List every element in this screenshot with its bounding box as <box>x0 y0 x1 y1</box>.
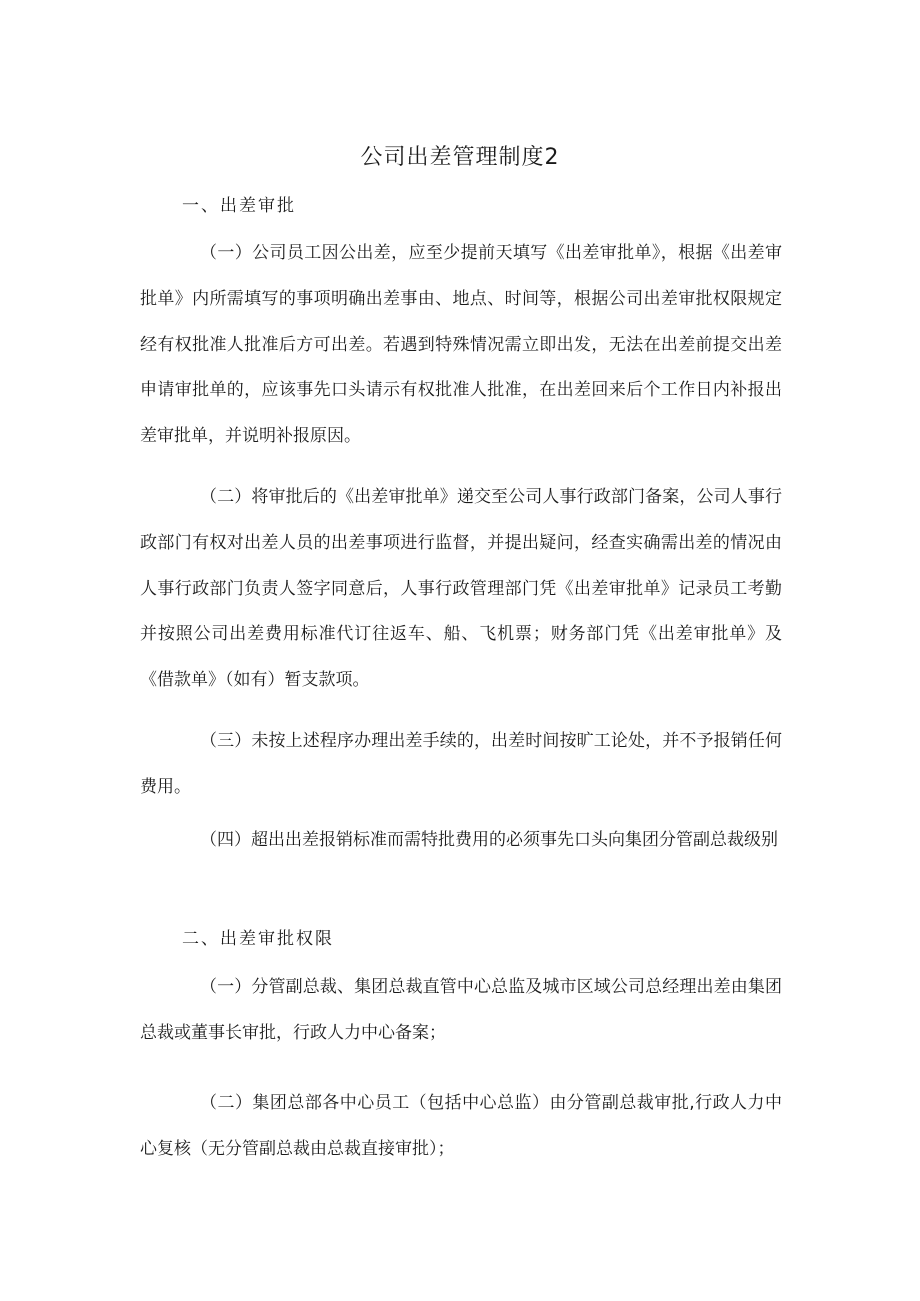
paragraph-approval-1: （一）公司员工因公出差，应至少提前天填写《出差审批单》，根据《出差审批单》内所需填写的事项明确出差事由、地点、时间等，根据公司出差审批权限规定经有权批准人批准后方可出差。若遇到特殊情况需立即出发，无法在出差前提交出差申请审批单的，应该事先口头请示有权批准人批准，在出差回来后个工作日内补报出差审批单，并说明补报原因。 <box>140 243 782 447</box>
paragraph-approval-3: （三）未按上述程序办理出差手续的，出差时间按旷工论处，并不予报销任何费用。 <box>140 731 782 797</box>
paragraph-approval-4: （四）超出出差报销标准而需特批费用的必须事先口头向集团分管副总裁级别 <box>200 830 778 850</box>
paragraph-authority-2: （二）集团总部各中心员工（包括中心总监）由分管副总裁审批,行政人力中心复核（无分管副总裁由总裁直接审批）； <box>140 1093 782 1159</box>
section-heading-approval: 一、出差审批 <box>182 196 296 216</box>
section-heading-authority: 二、出差审批权限 <box>182 929 334 949</box>
paragraph-approval-2: （二）将审批后的《出差审批单》递交至公司人事行政部门备案，公司人事行政部门有权对出差人员的出差事项进行监督，并提出疑问，经查实确需出差的情况由人事行政部门负责人签字同意后，人事行政管理部门凭《出差审批单》记录员工考勤并按照公司出差费用标准代订往返车、船、飞机票；财务部门凭《出差审批单》及《借款单》（如有）暂支款项。 <box>140 487 782 691</box>
document-title: 公司出差管理制度2 <box>360 145 560 170</box>
paragraph-authority-1: （一）分管副总裁、集团总裁直管中心总监及城市区域公司总经理出差由集团总裁或董事长审批，行政人力中心备案； <box>140 977 782 1043</box>
